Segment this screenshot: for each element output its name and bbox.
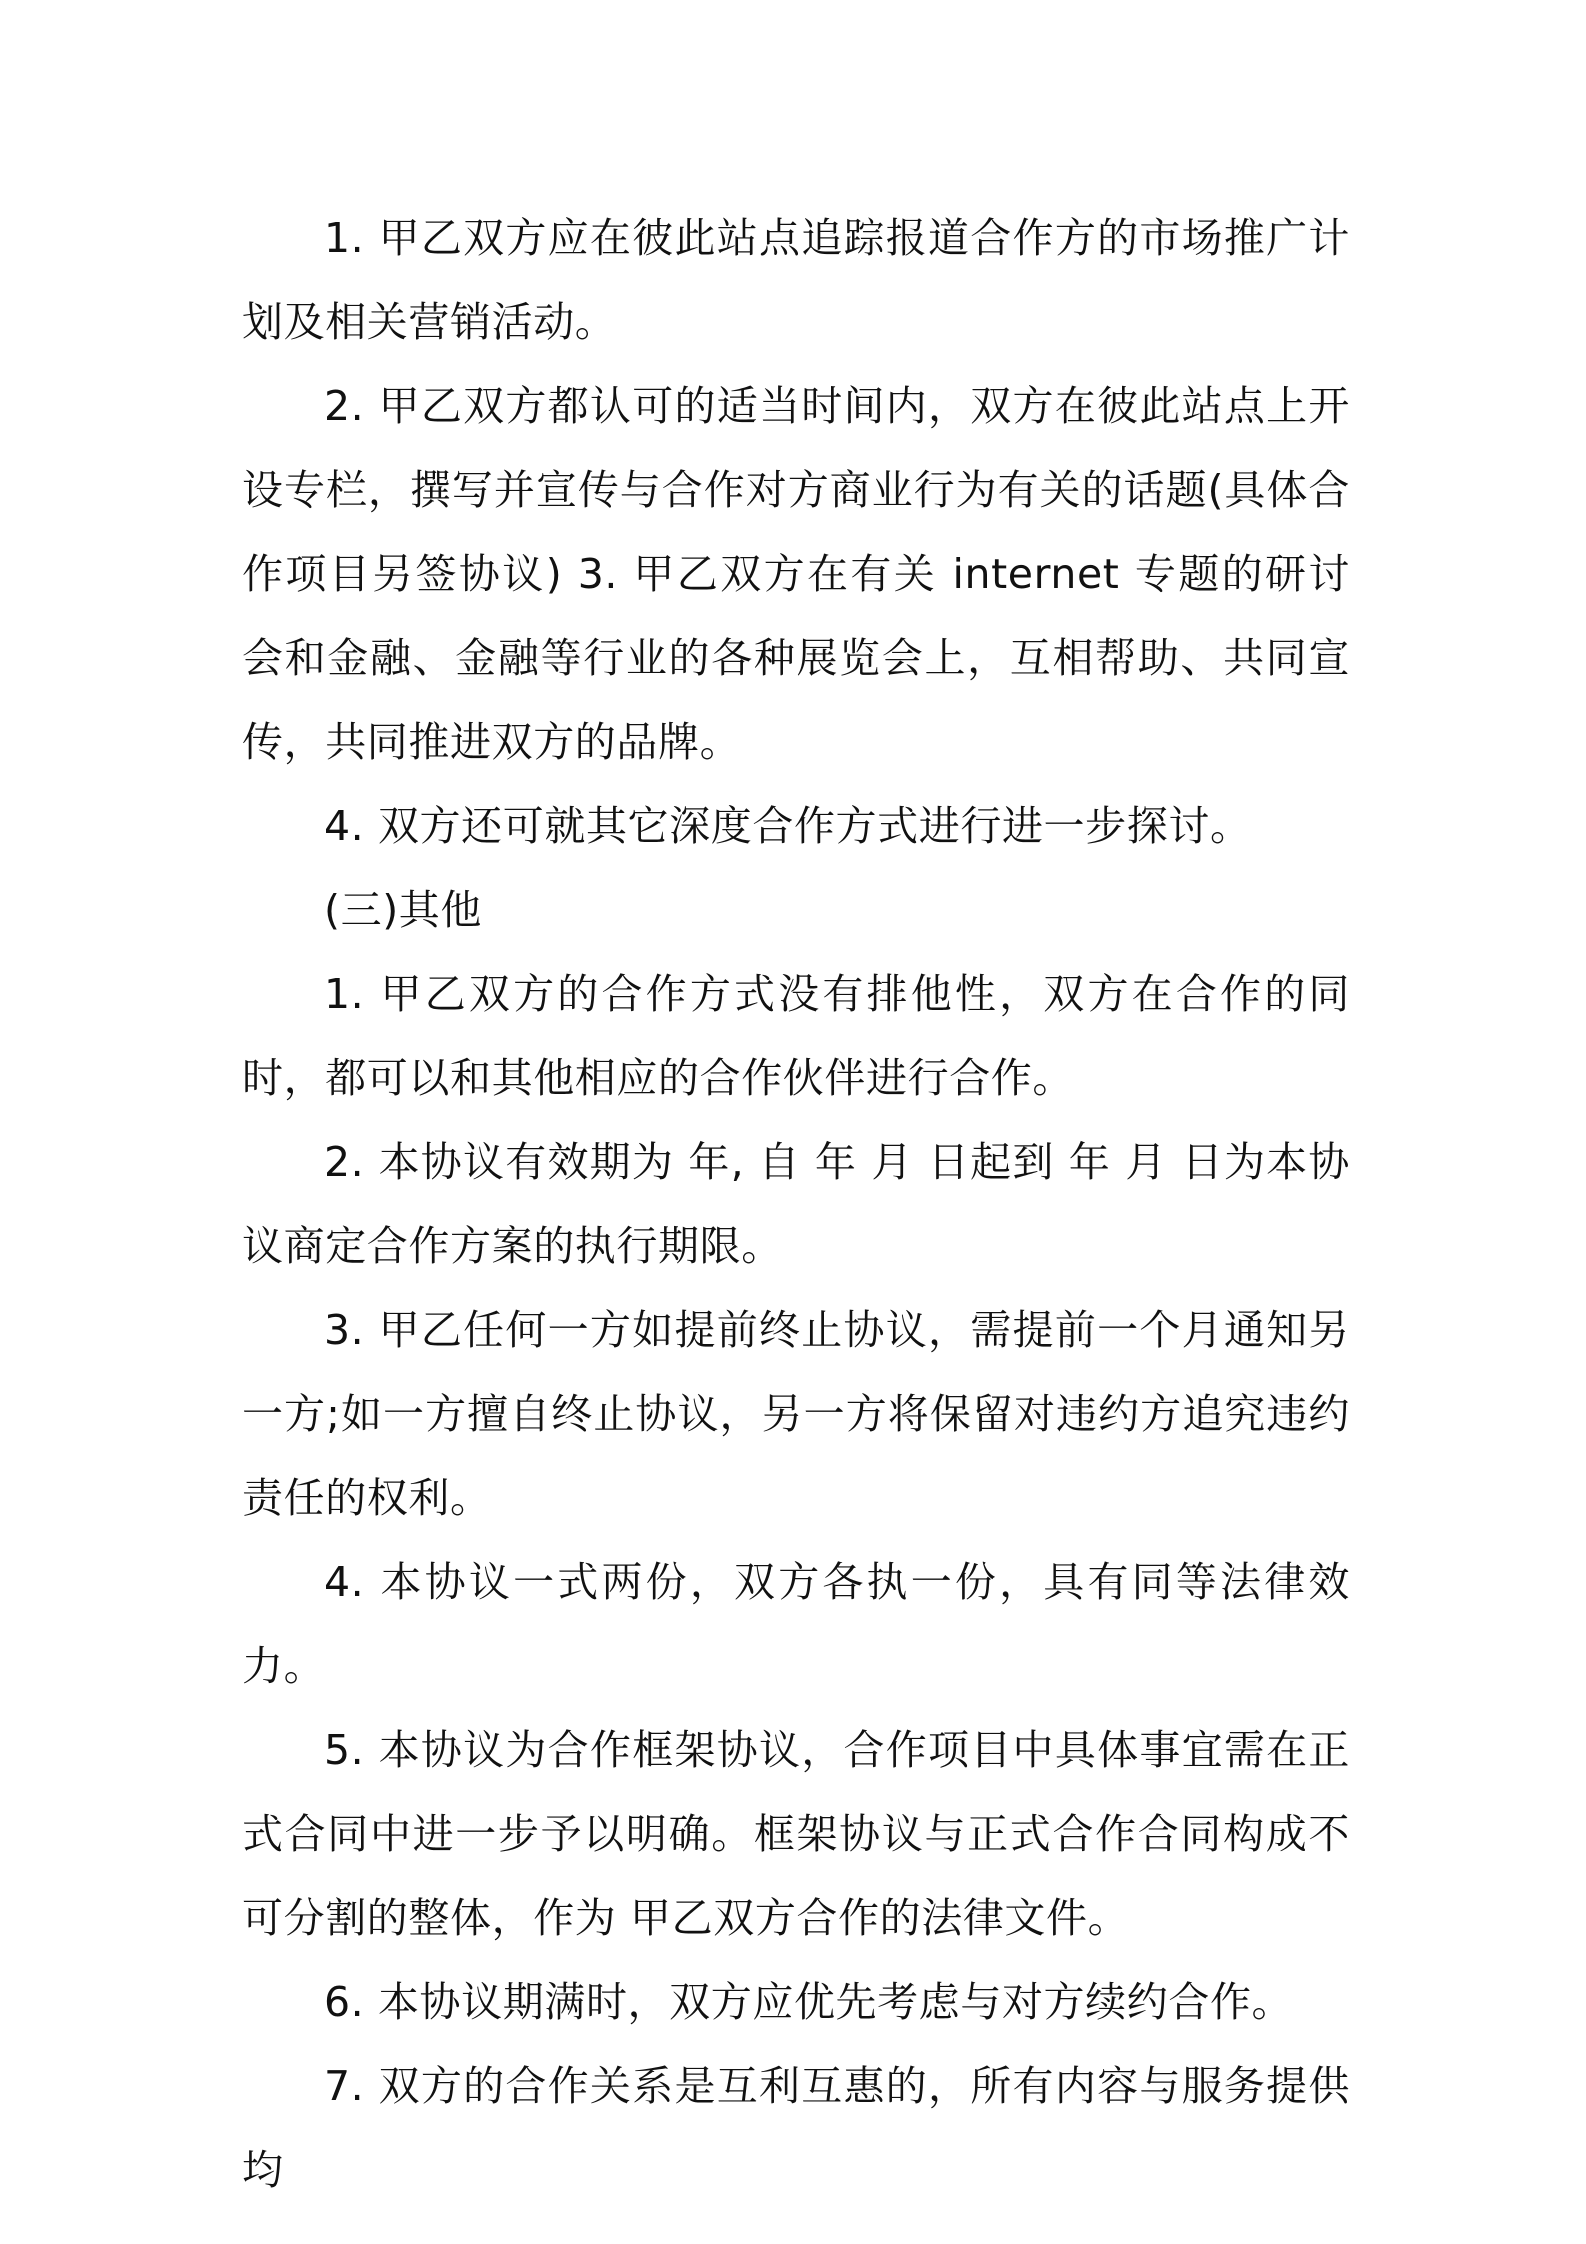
paragraph-other-7-mutual-benefit: 7. 双方的合作关系是互利互惠的，所有内容与服务提供均 — [242, 2062, 1350, 2194]
paragraph-other-1-non-exclusive: 1. 甲乙双方的合作方式没有排他性，双方在合作的同时，都可以和其他相应的合作伙伴进行合作。 — [242, 970, 1350, 1102]
section-heading-other: (三)其他 — [324, 886, 482, 934]
document-body — [242, 196, 1350, 2212]
paragraph-clause-1-promotion: 1. 甲乙双方应在彼此站点追踪报道合作方的市场推广计划及相关营销活动。 — [242, 214, 1350, 346]
paragraph-clause-2-3-columns-and-events: 2. 甲乙双方都认可的适当时间内，双方在彼此站点上开设专栏，撰写并宣传与合作对方商业行为有关的话题(具体合作项目另签协议) 3. 甲乙双方在有关 internet 专题的研讨会和金融、金融等行业的各种展览会上，互相帮助、共同宣传，共同推进双方的品牌。 — [242, 382, 1350, 766]
paragraph-other-4-copies: 4. 本协议一式两份，双方各执一份，具有同等法律效力。 — [242, 1558, 1350, 1690]
paragraph-other-2-validity-period: 2. 本协议有效期为 年, 自 年 月 日起到 年 月 日为本协议商定合作方案的执行期限。 — [242, 1138, 1350, 1270]
paragraph-other-3-termination: 3. 甲乙任何一方如提前终止协议，需提前一个月通知另一方;如一方擅自终止协议，另一方将保留对违约方追究违约责任的权利。 — [242, 1306, 1350, 1522]
paragraph-other-6-renewal: 6. 本协议期满时，双方应优先考虑与对方续约合作。 — [324, 1978, 1294, 2026]
paragraph-other-5-framework: 5. 本协议为合作框架协议，合作项目中具体事宜需在正式合同中进一步予以明确。框架协议与正式合作合同构成不可分割的整体，作为 甲乙双方合作的法律文件。 — [242, 1726, 1350, 1942]
paragraph-clause-4-further-cooperation: 4. 双方还可就其它深度合作方式进行进一步探讨。 — [324, 802, 1252, 850]
